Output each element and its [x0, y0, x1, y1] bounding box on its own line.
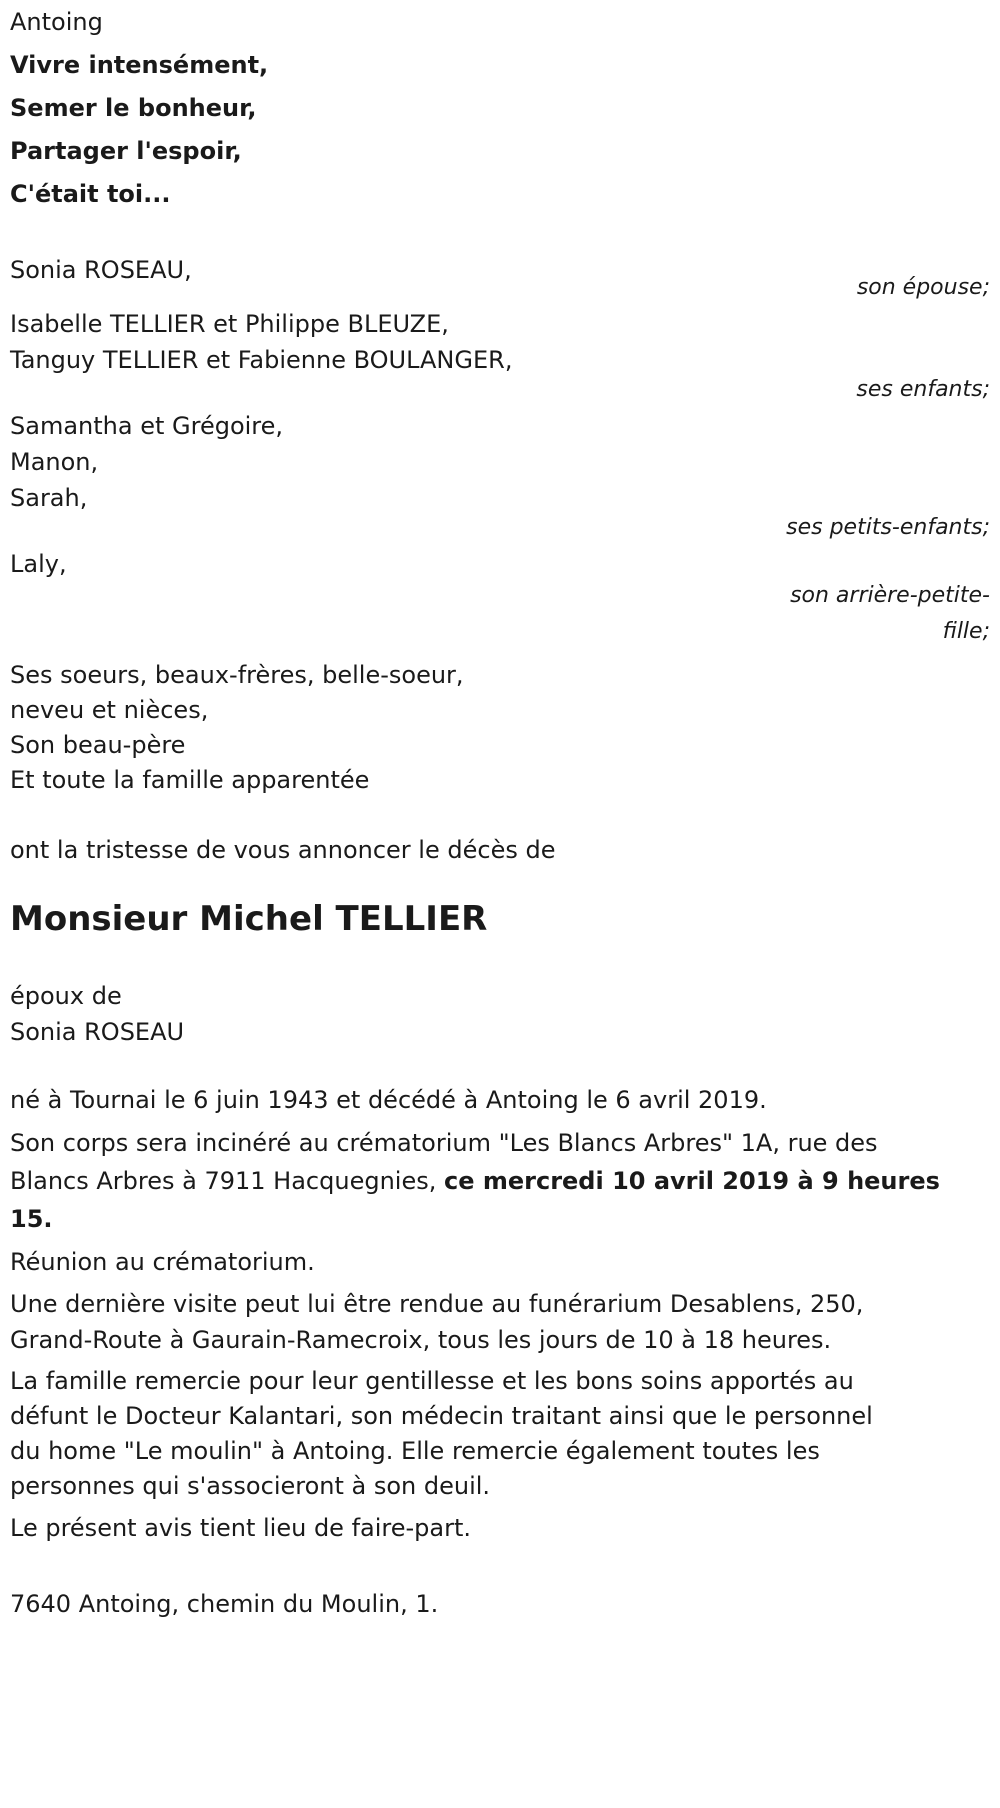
child-entry: Tanguy TELLIER et Fabienne BOULANGER, — [10, 346, 513, 374]
thanks-line: La famille remercie pour leur gentillesse et les bons soins apportés au — [10, 1367, 854, 1395]
birth-death-text: né à Tournai le 6 juin 1943 et décédé à Antoing le 6 avril 2019. — [10, 1086, 767, 1114]
poem-line: C'était toi... — [10, 180, 171, 208]
other-relatives: Son beau-père — [10, 731, 186, 759]
thanks-line: défunt le Docteur Kalantari, son médecin traitant ainsi que le personnel — [10, 1402, 873, 1430]
spouse-name: Sonia ROSEAU, — [10, 256, 192, 284]
family-great-grandchild — [10, 546, 990, 650]
spouse-relation: son épouse; — [856, 275, 990, 300]
meeting-text: Réunion au crématorium. — [10, 1248, 315, 1276]
cremation-location: Blancs Arbres à 7911 Hacquegnies, — [10, 1167, 444, 1195]
spouse-label: époux de — [10, 982, 122, 1010]
town-label: Antoing — [10, 8, 103, 36]
announcement-text: ont la tristesse de vous annoncer le décès de — [10, 836, 556, 864]
family-children — [10, 306, 990, 408]
cremation-date: ce mercredi 10 avril 2019 à 9 heures — [443, 1167, 940, 1195]
visit-line: Une dernière visite peut lui être rendue au funérarium Desablens, 250, — [10, 1290, 864, 1318]
notice-text: Le présent avis tient lieu de faire-part. — [10, 1514, 472, 1542]
cremation-paragraph — [10, 1124, 990, 1238]
poem-line: Semer le bonheur, — [10, 94, 257, 122]
grandchild-entry: Samantha et Grégoire, — [10, 412, 284, 440]
other-relatives: Ses soeurs, beaux-frères, belle-soeur, — [10, 661, 464, 689]
child-entry: Isabelle TELLIER et Philippe BLEUZE, — [10, 310, 449, 338]
great-grandchild-name: Laly, — [10, 550, 67, 578]
great-grandchild-relation: son arrière-petite- — [790, 583, 990, 608]
visit-line: Grand-Route à Gaurain-Ramecroix, tous les jours de 10 à 18 heures. — [10, 1326, 832, 1354]
deceased-name: Monsieur Michel TELLIER — [10, 899, 488, 939]
great-grandchild-relation-cont: fille; — [942, 619, 990, 644]
poem-line: Vivre intensément, — [10, 51, 269, 79]
thanks-line: personnes qui s'associeront à son deuil. — [10, 1472, 491, 1500]
cremation-line: Son corps sera incinéré au crématorium "Les Blancs Arbres" 1A, rue des — [10, 1129, 878, 1157]
visit-paragraph — [10, 1286, 990, 1358]
family-others — [10, 658, 990, 798]
deceased-spouse-name: Sonia ROSEAU — [10, 1018, 185, 1046]
other-relatives: neveu et nièces, — [10, 696, 209, 724]
grandchild-entry: Manon, — [10, 448, 99, 476]
family-grandchildren — [10, 408, 990, 546]
family-spouse — [10, 250, 990, 306]
details — [10, 1082, 990, 1546]
address-text: 7640 Antoing, chemin du Moulin, 1. — [10, 1590, 439, 1618]
cremation-time-cont: 15. — [10, 1205, 53, 1233]
thanks-line: du home "Le moulin" à Antoing. Elle remercie également toutes les — [10, 1437, 820, 1465]
poem-line: Partager l'espoir, — [10, 137, 242, 165]
children-relation: ses enfants; — [856, 377, 990, 402]
poem — [10, 44, 990, 216]
grandchild-entry: Sarah, — [10, 484, 88, 512]
obituary-page — [0, 2, 1000, 1624]
other-relatives: Et toute la famille apparentée — [10, 766, 370, 794]
deceased-spouse — [10, 978, 990, 1050]
thanks-paragraph — [10, 1364, 990, 1504]
grandchildren-relation: ses petits-enfants; — [786, 515, 990, 540]
